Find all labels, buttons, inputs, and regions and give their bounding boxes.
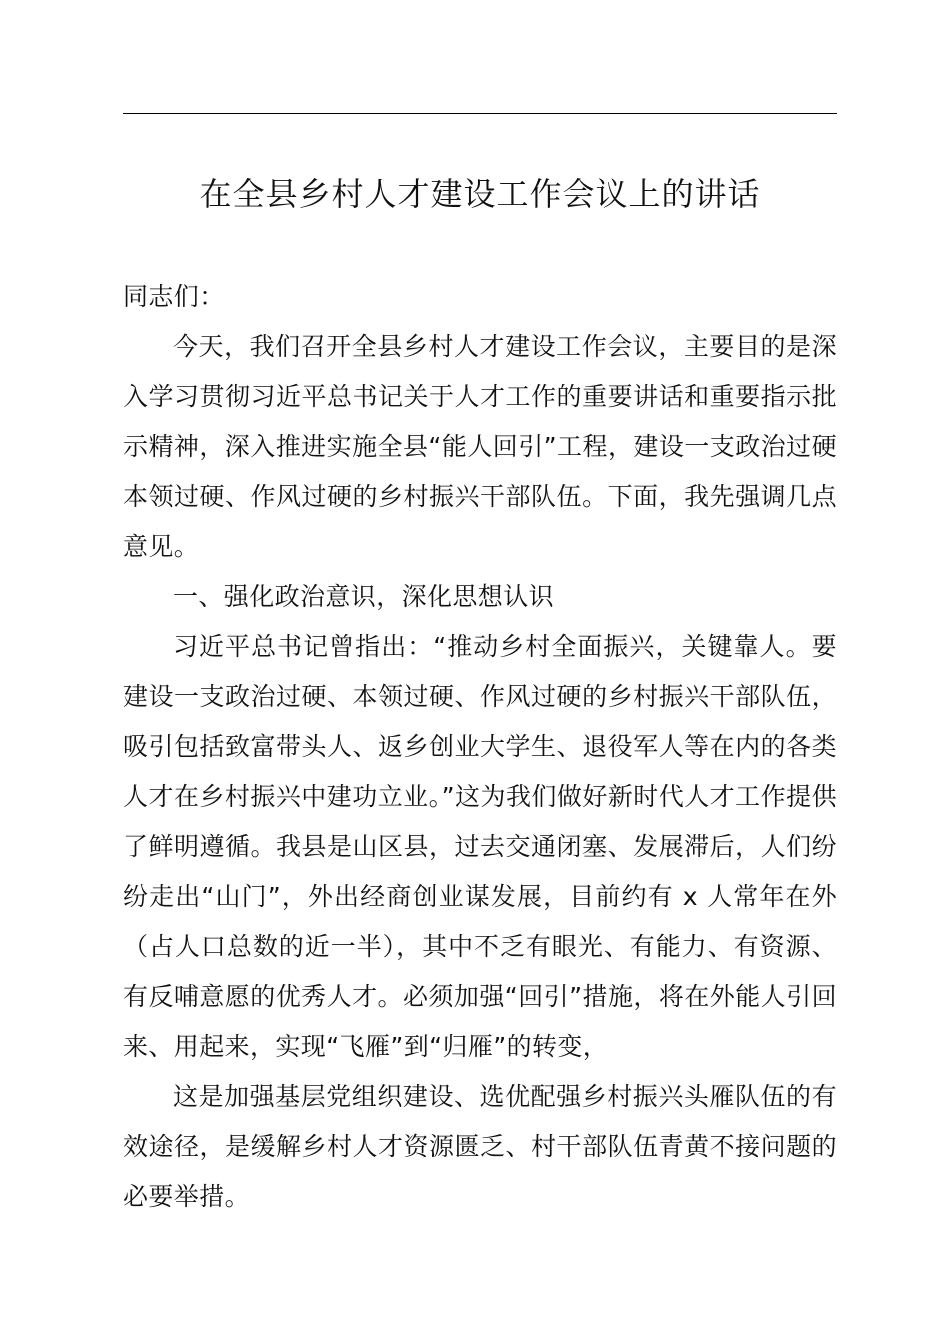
paragraph-intro: 今天，我们召开全县乡村人才建设工作会议，主要目的是深入学习贯彻习近平总书记关于人才工作的重要讲话和重要指示批示精神，深入推进实施全县“能人回引”工程，建设一支政治过硬本领过硬、作风过硬的乡村振兴干部队伍。下面，我先强调几点意见。	[123, 332, 837, 561]
document-title: 在全县乡村人才建设工作会议上的讲话	[199, 175, 761, 213]
paragraph-quote: 习近平总书记曾指出：“推动乡村全面振兴，关键靠人。要建设一支政治过硬、本领过硬、作风过硬的乡村振兴干部队伍，吸引包括致富带头人、返乡创业大学生、退役军人等在内的各类人才在乡村振兴中建功立业。”这为我们做好新时代人才工作提供了鲜明遵循。我县是山区县，过去交通闭塞、发展滞后，人们纷纷走出“山门”，外出经商创业谋发展，目前约有 x 人常年在外（占人口总数的近一半），其中不乏有眼光、有能力、有资源、有反哺意愿的优秀人才。必须加强“回引”措施，将在外能人引回来、用起来，实现“飞雁”到“归雁”的转变，	[123, 632, 837, 1061]
paragraph-conclusion: 这是加强基层党组织建设、选优配强乡村振兴头雁队伍的有效途径，是缓解乡村人才资源匮乏、村干部队伍青黄不接问题的必要举措。	[123, 1082, 837, 1211]
section-heading-1: 一、强化政治意识，深化思想认识	[173, 582, 555, 611]
salutation: 同志们：	[123, 282, 225, 311]
header-rule	[123, 113, 837, 114]
document-body	[123, 272, 837, 1222]
